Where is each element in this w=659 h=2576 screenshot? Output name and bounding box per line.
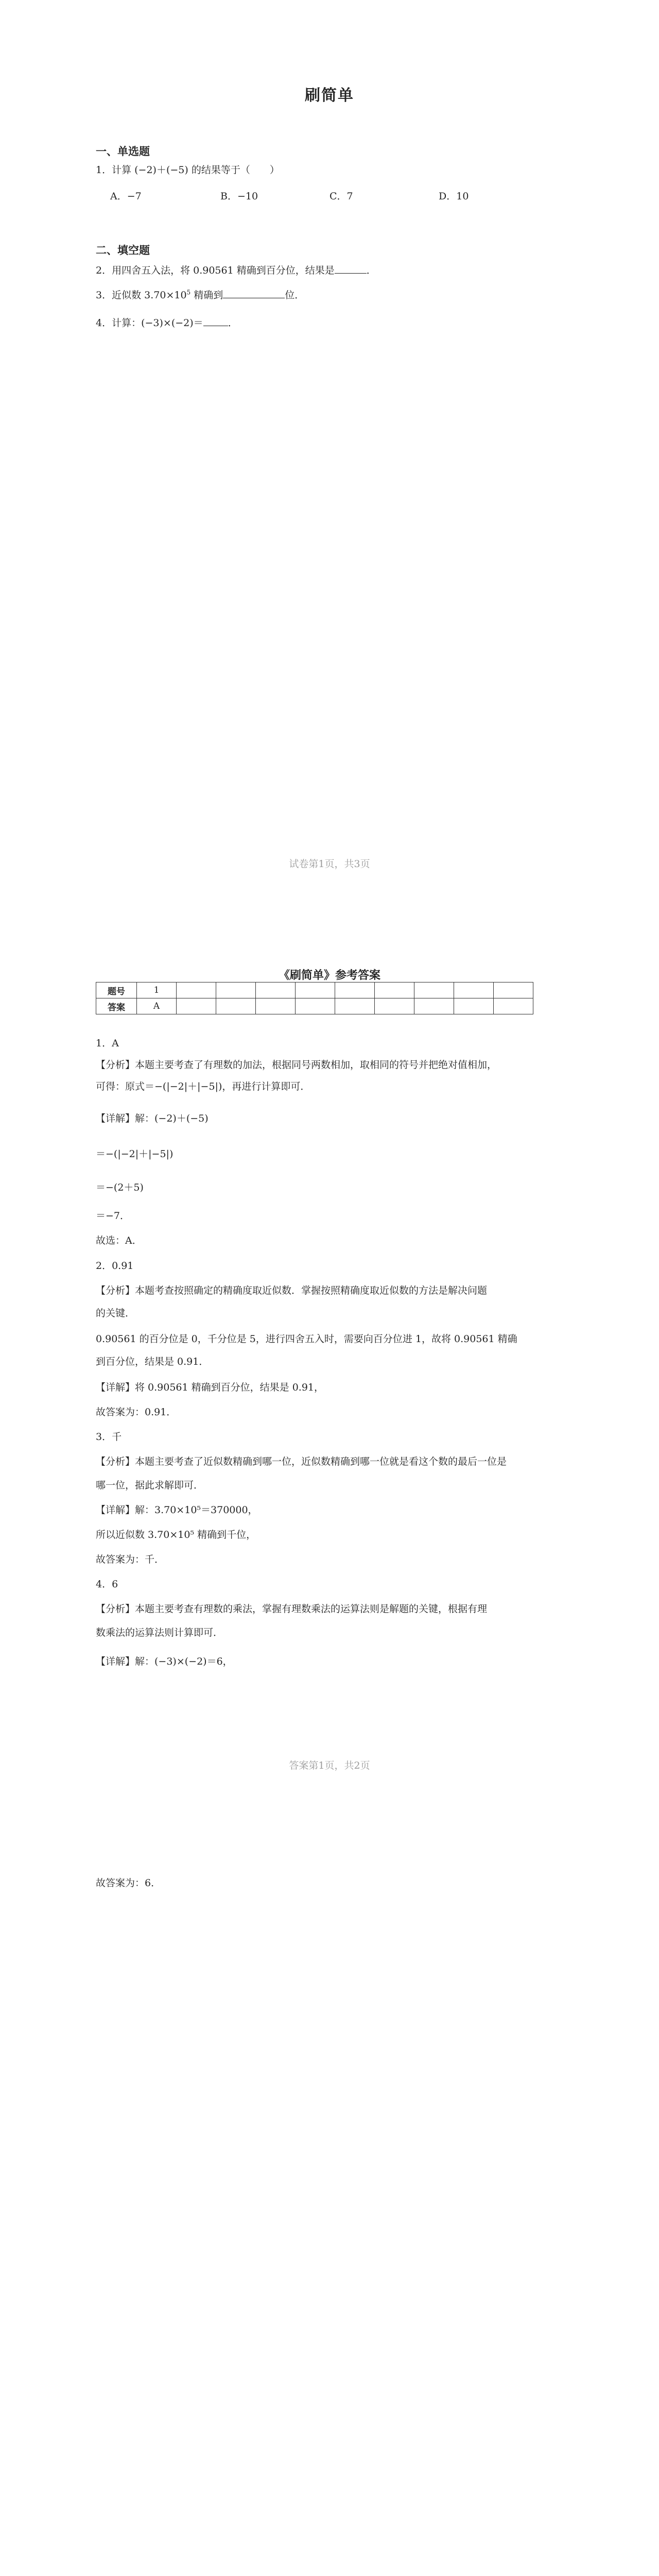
table-cell (454, 982, 494, 998)
table-cell (216, 982, 256, 998)
answer-line: 0.90561 的百分位是 0，千分位是 5，进行四舍五入时，需要向百分位进 1，故将 0.90561 精确 (96, 1333, 517, 1345)
answer-blank (223, 289, 285, 298)
question-1-option-a: A．−7 (110, 191, 142, 202)
question-2 (96, 263, 376, 277)
answer-line-final: 故答案为：6． (96, 1877, 161, 1889)
answer-line: 【详解】将 0.90561 精确到百分位，结果是 0.91， (96, 1382, 324, 1393)
table-cell (414, 982, 454, 998)
question-4 (96, 315, 238, 329)
answer-line: ＝−(|−2|＋|−5|) (96, 1148, 174, 1160)
question-2-text: 2．用四舍五入法，将 0.90561 精确到百分位，结果是 (96, 265, 335, 276)
answer-line: 4．6 (96, 1579, 118, 1590)
table-cell: A (137, 998, 177, 1014)
table-cell (335, 998, 375, 1014)
answer-line: 【详解】解：(−2)＋(−5) (96, 1113, 209, 1124)
answer-title: 《刷简单》参考答案 (278, 969, 380, 982)
answer-line: 数乘法的运算法则计算即可． (96, 1627, 223, 1638)
answer-line: 可得：原式＝−(|−2|＋|−5|)，再进行计算即可． (96, 1081, 310, 1092)
answer-line: ＝−7． (96, 1210, 130, 1222)
table-cell: 1 (137, 982, 177, 998)
table-cell (256, 998, 296, 1014)
question-2-end: ． (366, 265, 376, 276)
answer-line: 3．千 (96, 1431, 122, 1443)
question-1-option-c: C．7 (330, 191, 353, 202)
answer-line: 所以近似数 3.70×10⁵ 精确到千位， (96, 1529, 256, 1540)
table-cell (256, 982, 296, 998)
table-cell (177, 982, 216, 998)
table-cell (335, 982, 375, 998)
answer-line: 【分析】本题主要考查了近似数精确到哪一位，近似数精确到哪一位就是看这个数的最后一位是 (96, 1456, 507, 1467)
answer-line: 到百分位，结果是 0.91． (96, 1356, 209, 1367)
question-1-option-d: D．10 (439, 191, 469, 202)
answer-line: 的关键． (96, 1308, 135, 1319)
question-3 (96, 287, 304, 301)
table-cell (296, 982, 335, 998)
table-cell (494, 998, 533, 1014)
question-3-number: 3.70×10 (144, 290, 187, 301)
answer-line: 【详解】解：(−3)×(−2)＝6， (96, 1656, 233, 1667)
answer-page-footer: 答案第1页，共2页 (289, 1760, 370, 1771)
answer-blank (335, 264, 367, 274)
table-cell: 答案 (96, 998, 137, 1014)
answer-line: 【分析】本题考查按照确定的精确度取近似数．掌握按照精确度取近似数的方法是解决问题 (96, 1285, 488, 1296)
answer-line: 故选：A． (96, 1235, 142, 1246)
page-footer: 试卷第1页，共3页 (289, 858, 370, 870)
table-row (96, 982, 533, 998)
page-title: 刷简单 (305, 87, 354, 105)
question-3-exponent: 5 (186, 289, 191, 296)
question-4-prefix: 4．计算： (96, 317, 142, 329)
table-cell (494, 982, 533, 998)
question-1-stem: 1．计算 (−2)＋(−5) 的结果等于（ ） (96, 164, 280, 176)
table-cell (216, 998, 256, 1014)
question-4-end: ． (228, 317, 238, 329)
table-cell (414, 998, 454, 1014)
table-cell (454, 998, 494, 1014)
section-heading-single-choice: 一、单选题 (96, 145, 150, 158)
question-3-middle: 精确到 (194, 290, 223, 301)
answer-line: ＝−(2＋5) (96, 1182, 144, 1193)
answer-table (96, 982, 533, 1014)
table-cell (375, 998, 414, 1014)
answer-blank (203, 316, 228, 326)
answer-line: 2．0.91 (96, 1260, 134, 1272)
question-3-prefix: 3．近似数 (96, 290, 142, 301)
table-cell: 题号 (96, 982, 137, 998)
question-1-option-b: B．−10 (220, 191, 258, 202)
answer-line: 故答案为：千． (96, 1554, 165, 1565)
answer-line: 【分析】本题主要考查有理数的乘法，掌握有理数乘法的运算法则是解题的关键，根据有理 (96, 1603, 488, 1615)
table-cell (375, 982, 414, 998)
section-heading-fill-blank: 二、填空题 (96, 244, 150, 257)
answer-line: 1．A (96, 1038, 119, 1049)
question-4-expression: (−3)×(−2)＝ (141, 317, 203, 329)
answer-line: 【分析】本题主要考查了有理数的加法，根据同号两数相加，取相同的符号并把绝对值相加， (96, 1059, 497, 1071)
question-3-end: 位． (285, 290, 305, 301)
table-cell (296, 998, 335, 1014)
answer-line: 故答案为：0.91． (96, 1406, 177, 1418)
answer-line: 【详解】解：3.70×10⁵＝370000， (96, 1504, 258, 1516)
answer-line: 哪一位，据此求解即可． (96, 1480, 204, 1491)
table-cell (177, 998, 216, 1014)
table-row (96, 998, 533, 1014)
